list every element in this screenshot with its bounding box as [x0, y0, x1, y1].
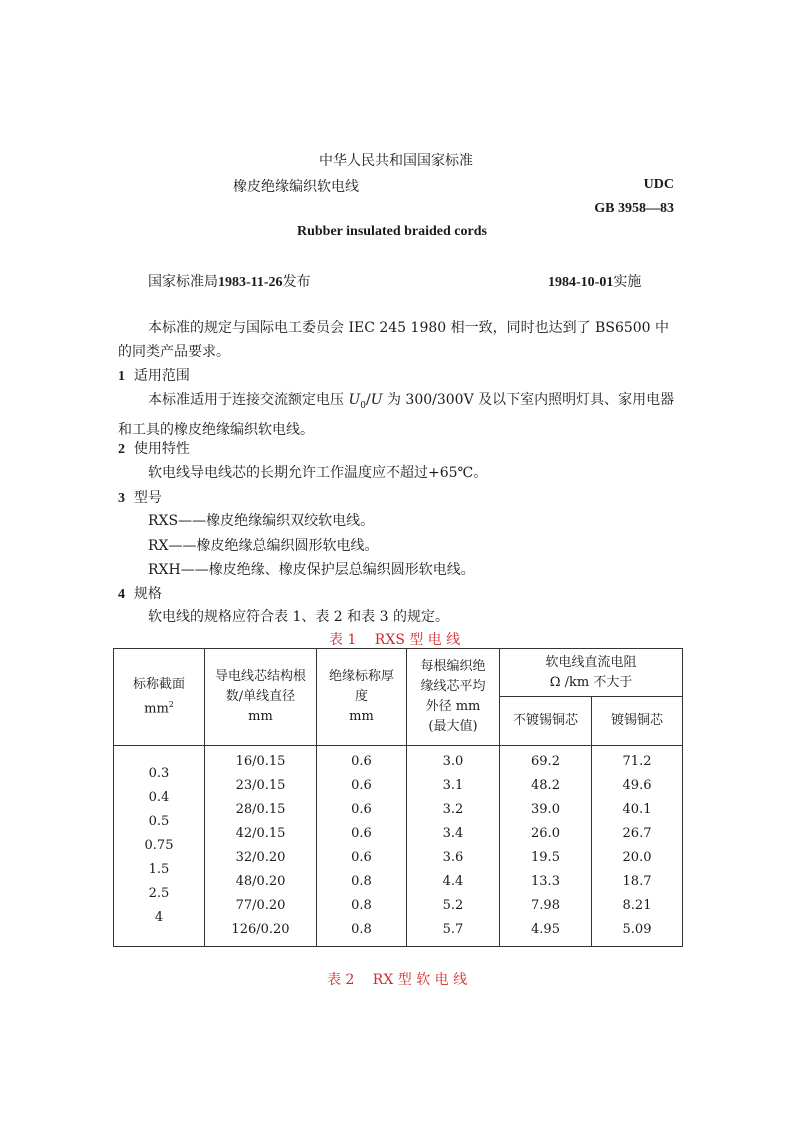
diameter-value: 3.6	[442, 850, 464, 865]
header-unit: mm	[248, 709, 273, 724]
table-1-caption: 表 1 RXS 型 电 线	[329, 632, 461, 648]
diameter-value: 3.2	[442, 802, 464, 817]
model-rxs: RXS——橡皮绝缘编织双绞软电线。	[148, 513, 375, 529]
intro-paragraph: 本标准的规定与国际电工委员会 IEC 245 1980 相一致，同时也达到了 BS6500 中的同类产品要求。	[118, 320, 670, 360]
voltage-slash: /	[366, 392, 371, 408]
section-number: 2	[118, 442, 125, 457]
structure-value: 126/0.20	[231, 922, 290, 937]
header-text: 绝缘标称厚度	[328, 669, 394, 704]
resistance-value: 40.1	[622, 802, 652, 817]
structure-value: 28/0.15	[235, 802, 286, 817]
resistance-value: 20.0	[622, 850, 652, 865]
resistance-value: 19.5	[531, 850, 560, 865]
issue-date: 1983-11-26	[218, 275, 283, 290]
section-value: 1.5	[148, 862, 170, 877]
section-number: 4	[118, 587, 125, 602]
effective-line	[548, 271, 641, 291]
effective-date: 1984-10-01	[548, 275, 614, 290]
section-1-heading	[118, 365, 190, 385]
scope-paragraph	[118, 388, 682, 442]
header-dc-resistance: 软电线直流电阻 Ω /km 不大于	[500, 649, 683, 697]
section-title: 适用范围	[133, 368, 190, 384]
section-value: 0.4	[148, 790, 170, 805]
structure-value: 23/0.15	[235, 778, 286, 793]
national-standard-label: 中华人民共和国国家标准	[319, 153, 473, 169]
section-values-cell	[114, 746, 205, 947]
issuer: 国家标准局	[148, 274, 218, 290]
gb-number: GB 3958—83	[594, 201, 674, 216]
resistance-value: 26.0	[531, 826, 560, 841]
section-4-heading	[118, 583, 162, 603]
section-number: 1	[118, 369, 125, 384]
structure-value: 48/0.20	[235, 874, 286, 889]
diameter-value: 3.0	[442, 754, 464, 769]
usage-paragraph: 软电线导电线芯的长期允许工作温度应不超过+65℃。	[148, 465, 488, 481]
thickness-value: 0.8	[351, 898, 372, 913]
section-2-heading	[118, 438, 190, 458]
section-3-heading	[118, 487, 162, 507]
thickness-value: 0.6	[351, 802, 372, 817]
header-plain-copper: 不镀锡铜芯	[500, 697, 592, 746]
header-text: 标称截面	[132, 676, 185, 692]
header-insulation-thickness	[317, 649, 407, 746]
diameter-value: 3.4	[442, 826, 464, 841]
document-title-cn: 橡皮绝缘编织软电线	[233, 179, 359, 195]
spec-paragraph: 软电线的规格应符合表 1、表 2 和表 3 的规定。	[148, 609, 449, 625]
section-title: 规格	[133, 586, 162, 602]
header-unit-sup: 2	[168, 699, 174, 709]
issue-line	[148, 271, 311, 291]
section-number: 3	[118, 491, 125, 506]
resistance-value: 71.2	[622, 754, 652, 769]
section-value: 0.3	[148, 766, 170, 781]
structure-value: 42/0.15	[235, 826, 286, 841]
resistance-value: 7.98	[531, 898, 560, 913]
resistance-value: 39.0	[531, 802, 560, 817]
thickness-value: 0.6	[351, 778, 372, 793]
header-text: 导电线芯结构根数/单线直径	[214, 669, 306, 704]
thickness-values-cell	[317, 746, 407, 947]
header-unit: mm	[144, 701, 169, 717]
resistance-value: 5.09	[622, 922, 652, 937]
resistance-value: 49.6	[622, 778, 652, 793]
section-value: 2.5	[148, 886, 170, 901]
diameter-value: 5.2	[442, 898, 464, 913]
model-rx: RX——橡皮绝缘总编织圆形软电线。	[148, 538, 379, 554]
resistance-value: 13.3	[531, 874, 560, 889]
tinned-resistance-values-cell	[592, 746, 683, 947]
thickness-value: 0.6	[351, 754, 372, 769]
thickness-value: 0.6	[351, 826, 372, 841]
resistance-value: 8.21	[622, 898, 652, 913]
issue-suffix: 发布	[282, 274, 311, 290]
diameter-value: 3.1	[442, 778, 464, 793]
scope-text-before: 本标准适用于连接交流额定电压	[148, 392, 349, 408]
resistance-value: 4.95	[531, 922, 560, 937]
structure-value: 32/0.20	[235, 850, 286, 865]
plain-resistance-values-cell	[500, 746, 592, 947]
resistance-value: 26.7	[622, 826, 652, 841]
header-tinned-copper: 镀锡铜芯	[592, 697, 683, 746]
header-conductor-structure	[205, 649, 317, 746]
voltage-u0: U	[348, 392, 361, 408]
udc-label: UDC	[643, 177, 674, 192]
header-nominal-section	[114, 649, 205, 746]
structure-value: 77/0.20	[235, 898, 286, 913]
effective-suffix: 实施	[613, 274, 642, 290]
scope-text-after: 为 300/300V 及以下室内照明灯具、家用电器和工具的橡皮绝缘编织软电线。	[118, 392, 675, 438]
section-title: 型号	[133, 490, 162, 506]
resistance-value: 18.7	[622, 874, 652, 889]
thickness-value: 0.8	[351, 874, 372, 889]
diameter-value: 5.7	[442, 922, 464, 937]
voltage-u: U	[370, 392, 383, 408]
thickness-value: 0.6	[351, 850, 372, 865]
structure-values-cell	[205, 746, 317, 947]
model-rxh: RXH——橡皮绝缘、橡皮保护层总编织圆形软电线。	[148, 562, 475, 578]
document-title-en: Rubber insulated braided cords	[297, 224, 487, 239]
section-value: 0.75	[144, 838, 174, 853]
voltage-u0-sub: 0	[360, 400, 366, 411]
resistance-value: 69.2	[531, 754, 560, 769]
thickness-value: 0.8	[351, 922, 372, 937]
structure-value: 16/0.15	[235, 754, 286, 769]
header-unit: mm	[349, 709, 374, 724]
section-value: 4	[154, 910, 164, 925]
section-value: 0.5	[148, 814, 170, 829]
diameter-values-cell	[407, 746, 500, 947]
section-title: 使用特性	[133, 441, 190, 457]
header-average-diameter: 每根编织绝缘线芯平均外径 mm (最大值)	[407, 649, 500, 746]
resistance-value: 48.2	[531, 778, 560, 793]
table-2-caption: 表 2 RX 型 软 电 线	[327, 972, 468, 988]
table-1	[113, 648, 683, 947]
diameter-value: 4.4	[442, 874, 464, 889]
